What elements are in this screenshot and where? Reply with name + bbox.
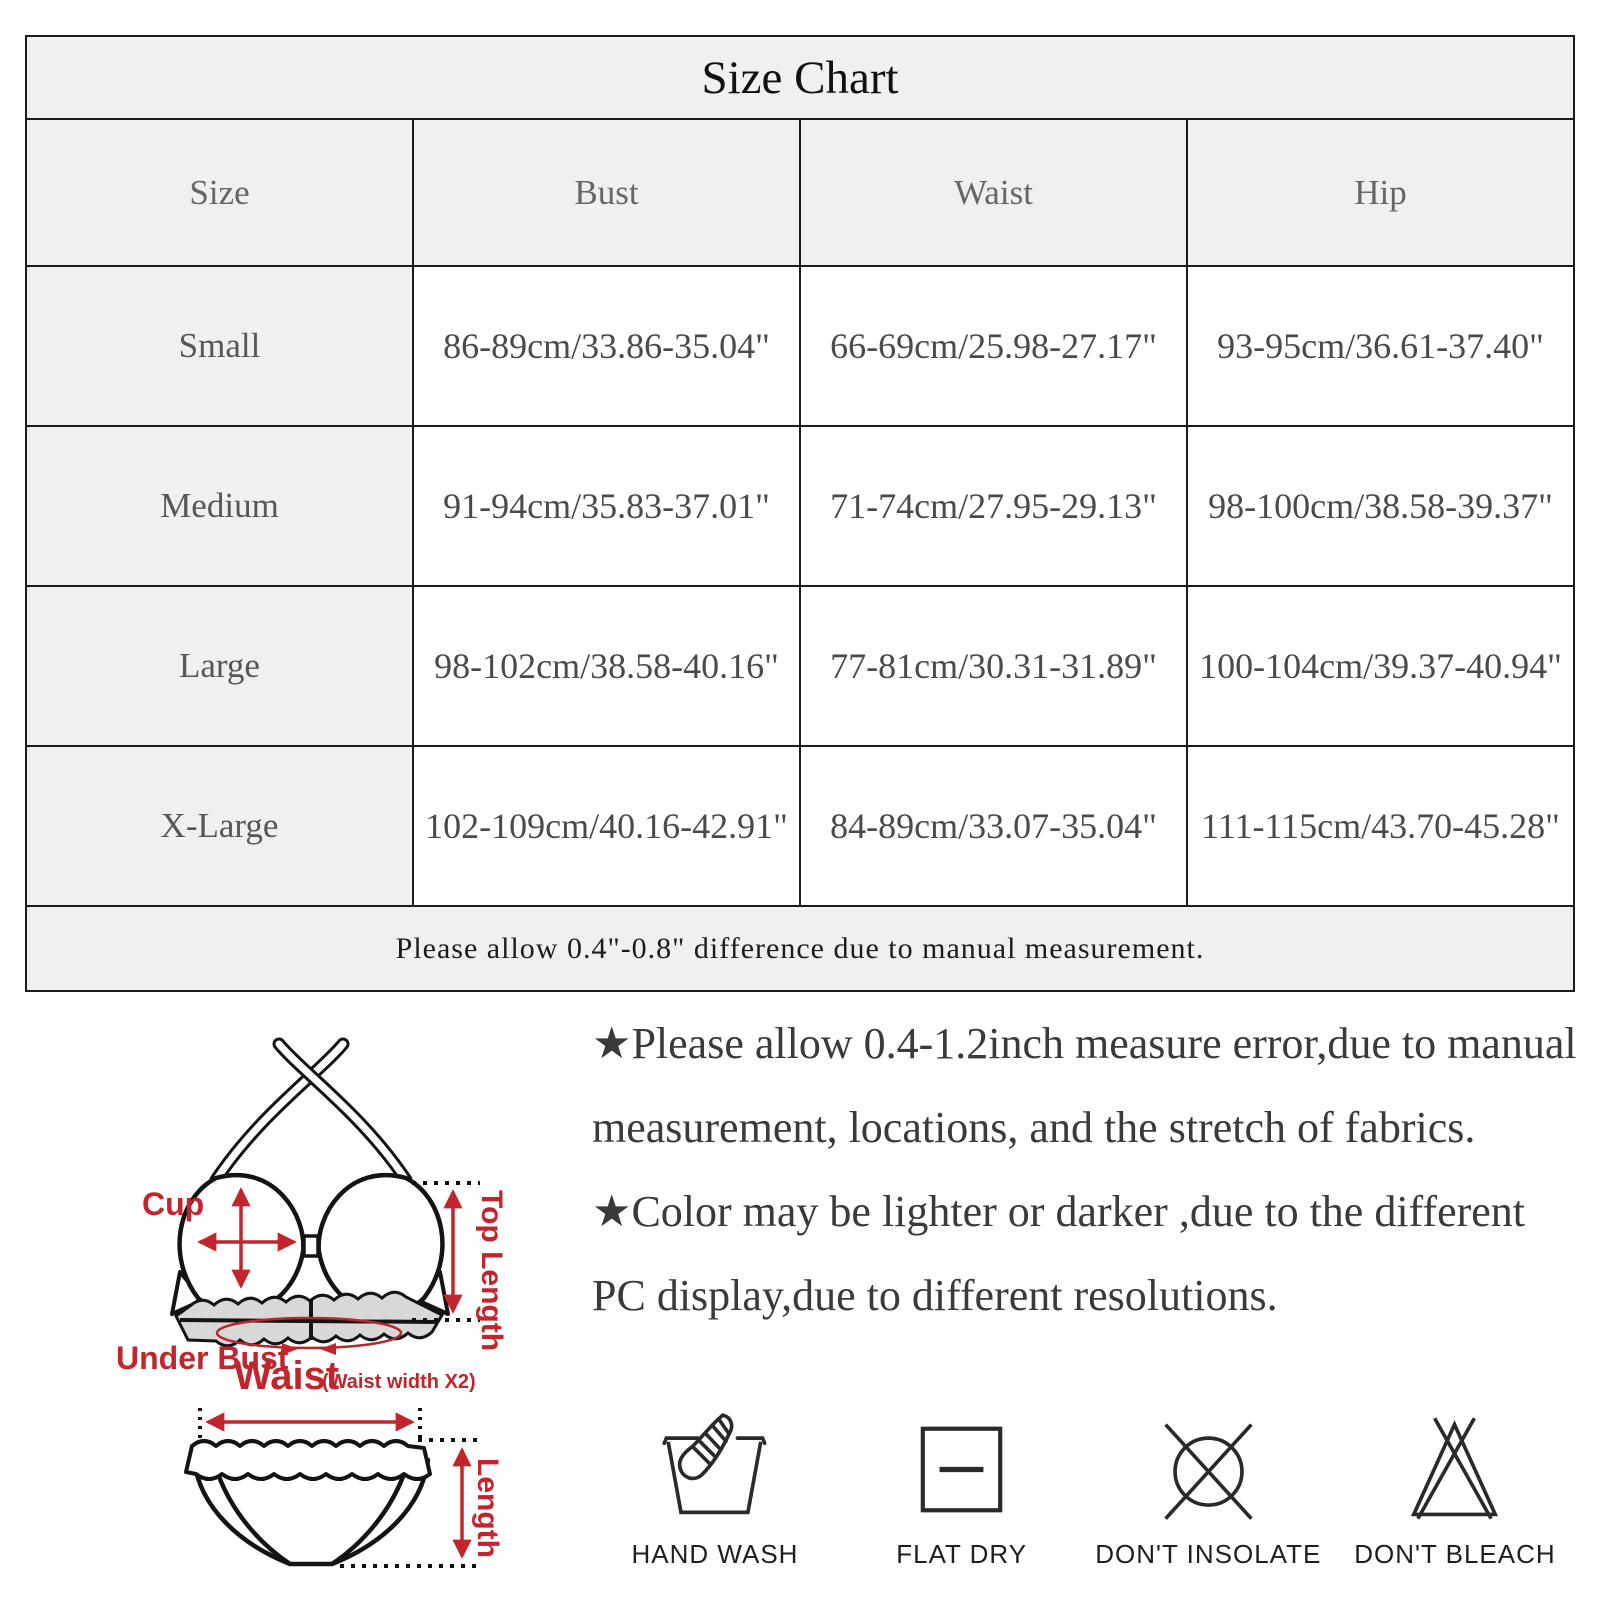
col-header-waist: Waist [800, 119, 1187, 266]
flat-dry-icon [904, 1412, 1019, 1527]
waist-value: 66-69cm/25.98-27.17" [800, 266, 1187, 426]
care-instructions [600, 1412, 1570, 1582]
care-item-dont-bleach [1340, 1412, 1570, 1582]
hand-wash-icon [658, 1412, 773, 1527]
hip-value: 111-115cm/43.70-45.28" [1187, 746, 1574, 906]
size-chart-table [25, 35, 1575, 992]
under-bust-label: Under Bust [116, 1340, 289, 1376]
halter-straps-icon [216, 1044, 406, 1180]
note-color: ★Color may be lighter or darker ,due to the different PC display,due to different resolutions. [592, 1187, 1526, 1320]
note-measure-error: ★Please allow 0.4-1.2inch measure error,due to manual measurement, locations, and the stretch of fabrics. [592, 1019, 1577, 1152]
care-label-dont-insolate: DON'T INSOLATE [1095, 1539, 1322, 1569]
care-label-dont-bleach: DON'T BLEACH [1354, 1539, 1556, 1569]
bust-value: 91-94cm/35.83-37.01" [413, 426, 800, 586]
size-name: Large [26, 586, 413, 746]
waist-measure-arrow [200, 1408, 420, 1442]
bust-value: 86-89cm/33.86-35.04" [413, 266, 800, 426]
dont-bleach-icon [1397, 1412, 1512, 1527]
bikini-cups [180, 1175, 443, 1314]
table-row [26, 746, 1574, 906]
size-name: X-Large [26, 746, 413, 906]
table-footnote: Please allow 0.4"-0.8" difference due to manual measurement. [26, 906, 1574, 991]
size-name: Medium [26, 426, 413, 586]
bust-value: 102-109cm/40.16-42.91" [413, 746, 800, 906]
col-header-size: Size [26, 119, 413, 266]
waist-value: 71-74cm/27.95-29.13" [800, 426, 1187, 586]
table-row [26, 266, 1574, 426]
measurement-diagram [60, 1010, 580, 1600]
table-row [26, 426, 1574, 586]
table-title: Size Chart [26, 36, 1574, 119]
care-item-hand-wash [600, 1412, 830, 1582]
waist-value: 77-81cm/30.31-31.89" [800, 586, 1187, 746]
waist-value: 84-89cm/33.07-35.04" [800, 746, 1187, 906]
care-label-hand-wash: HAND WASH [631, 1539, 799, 1569]
hip-value: 98-100cm/38.58-39.37" [1187, 426, 1574, 586]
bust-value: 98-102cm/38.58-40.16" [413, 586, 800, 746]
waist-label: Waist [234, 1354, 340, 1398]
length-label: Length [471, 1458, 504, 1558]
bikini-bottom-icon [186, 1441, 430, 1564]
hip-value: 100-104cm/39.37-40.94" [1187, 586, 1574, 746]
top-length-label: Top Length [475, 1190, 508, 1352]
care-label-flat-dry: FLAT DRY [896, 1539, 1028, 1569]
care-item-flat-dry [847, 1412, 1077, 1582]
table-row [26, 586, 1574, 746]
hip-value: 93-95cm/36.61-37.40" [1187, 266, 1574, 426]
care-item-dont-insolate [1093, 1412, 1323, 1582]
dont-insolate-icon [1151, 1412, 1266, 1527]
col-header-hip: Hip [1187, 119, 1574, 266]
size-name: Small [26, 266, 413, 426]
waist-note-label: (Waist width X2) [322, 1371, 476, 1393]
col-header-bust: Bust [413, 119, 800, 266]
measure-notes [592, 1002, 1577, 1338]
cup-label: Cup [142, 1186, 205, 1222]
